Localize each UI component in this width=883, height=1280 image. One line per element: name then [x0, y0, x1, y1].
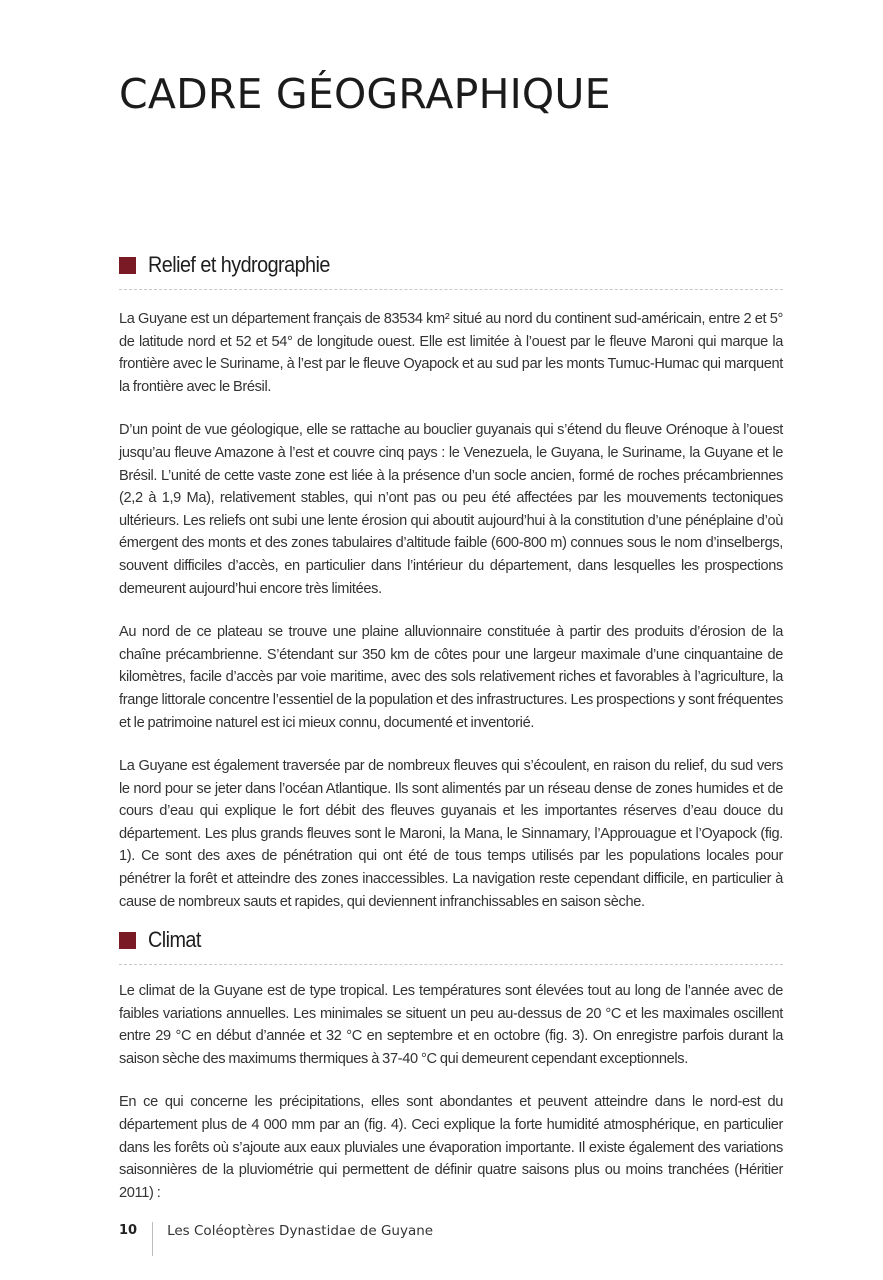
dashed-divider — [119, 964, 783, 965]
paragraph: Le climat de la Guyane est de type tropical. Les températures sont élevées tout au long de l’année avec de faibles variations annuelles. Les minimales se situent un peu au-dessus de 20 °C et les maximales oscillent entre 29 °C en début d’année et 32 °C en septembre et en octobre (fig. 3). On enregistre parfois durant la saison sèche des maximums thermiques à 37-40 °C qui demeurent cependant exceptionnels. — [119, 983, 783, 1067]
page-footer — [119, 1222, 433, 1256]
dashed-divider — [119, 289, 783, 290]
book-title: Les Coléoptères Dynastidae de Guyane — [167, 1223, 434, 1239]
page-number: 10 — [119, 1223, 138, 1238]
section-heading — [119, 925, 783, 955]
paragraph: En ce qui concerne les précipitations, elles sont abondantes et peuvent atteindre dans le nord-est du département plus de 4 000 mm par an (fig. 4). Ceci explique la forte humidité atmosphérique, en particulier dans les forêts où s’ajoute aux eaux pluviales une évaporation importante. Il existe également des variations saisonnières de la pluviométrie qui permettent de définir quatre saisons plus ou moins tranchées (Héritier 2011) : — [119, 1094, 783, 1201]
footer-divider — [152, 1222, 153, 1256]
section-heading-text: Climat — [148, 927, 201, 952]
paragraph: D’un point de vue géologique, elle se rattache au bouclier guyanais qui s’étend du fleuve Orénoque à l’ouest jusqu’au fleuve Amazone à l’est et couvre cinq pays : le Venezuela, le Guyana, le Suriname, la Guyane et le Brésil. L’unité de cette vaste zone est liée à la présence d’un socle ancien, formé de roches précambriennes (2,2 à 1,9 Ma), relativement stables, qui n’ont pas ou peu été affectées par les mouvements tectoniques ultérieurs. Les reliefs ont subi une lente érosion qui aboutit aujourd’hui à la constitution d’une pénéplaine d’où émergent des monts et des zones tabulaires d’altitude faible (600-800 m) connues sous le nom d’inselbergs, souvent difficiles d’accès, en particulier dans l’intérieur du département, dans lesquelles les prospections demeurent aujourd’hui encore très limitées. — [119, 422, 783, 597]
paragraph: Au nord de ce plateau se trouve une plaine alluvionnaire constituée à partir des produits d’érosion de la chaîne précambrienne. S’étendant sur 350 km de côtes pour une largeur maximale d’une cinquantaine de kilomètres, facile d’accès par voie maritime, avec des sols relativement riches et favorables à l’agriculture, la frange littorale concentre l’essentiel de la population et des infrastructures. Les prospections y sont fréquentes et le patrimoine naturel est ici mieux connu, documenté et inventorié. — [119, 624, 783, 731]
section-heading — [119, 250, 783, 280]
paragraph: La Guyane est un département français de 83534 km² situé au nord du continent sud-américain, entre 2 et 5° de latitude nord et 52 et 54° de longitude ouest. Elle est limitée à l’ouest par le fleuve Maroni qui marque la frontière avec le Suriname, à l’est par le fleuve Oyapock et au sud par les monts Tumuc-Humac qui marquent la frontière avec le Brésil. — [119, 311, 783, 395]
paragraph: La Guyane est également traversée par de nombreux fleuves qui s’écoulent, en raison du relief, du sud vers le nord pour se jeter dans l’océan Atlantique. Ils sont alimentés par un réseau dense de zones humides et de cours d’eau qui explique le fort débit des fleuves guyanais et les importantes réserves d’eau douce du département. Les plus grands fleuves sont le Maroni, la Mana, le Sinnamary, l’Approuague et l’Oyapock (fig. 1). Ce sont des axes de pénétration qui ont été de tous temps utilisés par les populations locales pour pénétrer la forêt et atteindre des zones inaccessibles. La navigation reste cependant difficile, en particulier à cause de nombreux sauts et rapides, qui deviennent infranchissables en saison sèche. — [119, 758, 783, 910]
page-title: CADRE GÉOGRAPHIQUE — [119, 70, 611, 118]
square-bullet-icon — [119, 932, 136, 949]
section-heading-text: Relief et hydrographie — [148, 252, 330, 277]
square-bullet-icon — [119, 257, 136, 274]
section-climat — [119, 925, 783, 1204]
section-relief-hydrographie — [119, 250, 783, 913]
